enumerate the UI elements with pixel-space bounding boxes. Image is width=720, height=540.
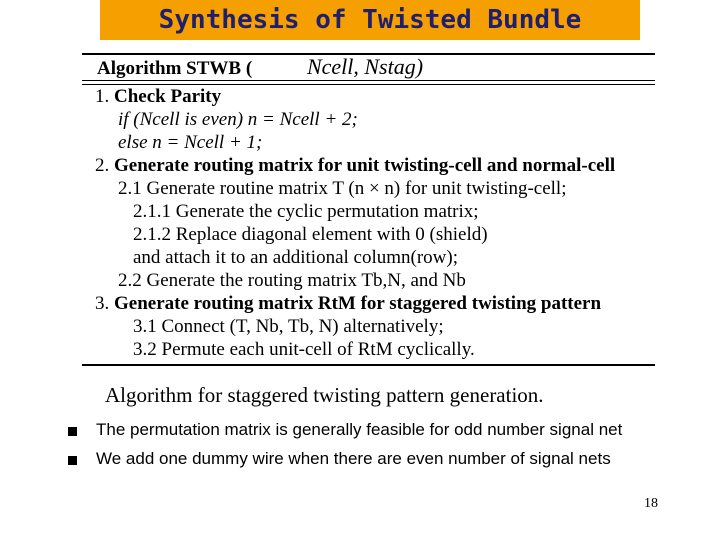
square-bullet-icon: [68, 427, 77, 436]
page-number: 18: [644, 496, 658, 511]
algorithm-line-4: [95, 155, 615, 177]
algorithm-line-8: [133, 247, 458, 269]
title-banner: [100, 0, 640, 40]
bullet-list: [68, 421, 668, 479]
line-text: 2.1.2 Replace diagonal element with 0 (shield): [133, 224, 488, 245]
line-text: 2.1.1 Generate the cyclic permutation matrix;: [133, 201, 479, 222]
slide-title: Synthesis of Twisted Bundle: [158, 5, 582, 35]
line-text: and attach it to an additional column(row);: [133, 247, 459, 268]
line-bold-text: Generate routing matrix RtM for staggered twisting pattern: [114, 293, 602, 314]
line-text: 3.2 Permute each unit-cell of RtM cyclically.: [133, 339, 475, 360]
line-number: 1.: [95, 86, 110, 107]
bullet-text: The permutation matrix is generally feasible for odd number signal net: [96, 420, 623, 439]
algorithm-line-2: [118, 109, 358, 131]
algorithm-line-9: [118, 270, 466, 292]
algorithm-line-7: [133, 224, 488, 246]
algorithm-bottom-rule: [82, 364, 655, 366]
bullet-item: [68, 421, 668, 440]
line-text: if (Ncell is even) n = Ncell + 2;: [118, 109, 358, 130]
algorithm-name: Algorithm STWB (: [97, 58, 253, 79]
algorithm-line-1: [95, 86, 221, 108]
algorithm-line-12: [133, 339, 475, 361]
bullet-item: [68, 450, 668, 469]
line-text: else n = Ncell + 1;: [118, 132, 263, 153]
algorithm-header-rule-2: [82, 84, 655, 85]
line-bold-text: Generate routing matrix for unit twisting-cell and normal-cell: [114, 155, 616, 176]
line-text: 2.2 Generate the routing matrix Tb,N, and Nb: [118, 270, 466, 291]
algorithm-args: Ncell, Nstag): [306, 54, 424, 79]
line-number: 3.: [95, 293, 110, 314]
square-bullet-icon: [68, 456, 77, 465]
bullet-text: We add one dummy wire when there are even number of signal nets: [96, 449, 611, 468]
algorithm-line-10: [95, 293, 601, 315]
line-text: 3.1 Connect (T, Nb, Tb, N) alternatively;: [133, 316, 444, 337]
algorithm-header-rule-1: [82, 80, 655, 81]
algorithm-caption: Algorithm for staggered twisting pattern generation.: [105, 383, 544, 407]
line-number: 2.: [95, 155, 110, 176]
algorithm-header: [97, 56, 423, 80]
algorithm-line-5: [118, 178, 567, 200]
line-text: 2.1 Generate routine matrix T (n × n) for unit twisting-cell;: [118, 178, 567, 199]
algorithm-line-3: [118, 132, 262, 154]
line-bold-text: Check Parity: [114, 86, 222, 107]
algorithm-line-6: [133, 201, 479, 223]
algorithm-line-11: [133, 316, 444, 338]
